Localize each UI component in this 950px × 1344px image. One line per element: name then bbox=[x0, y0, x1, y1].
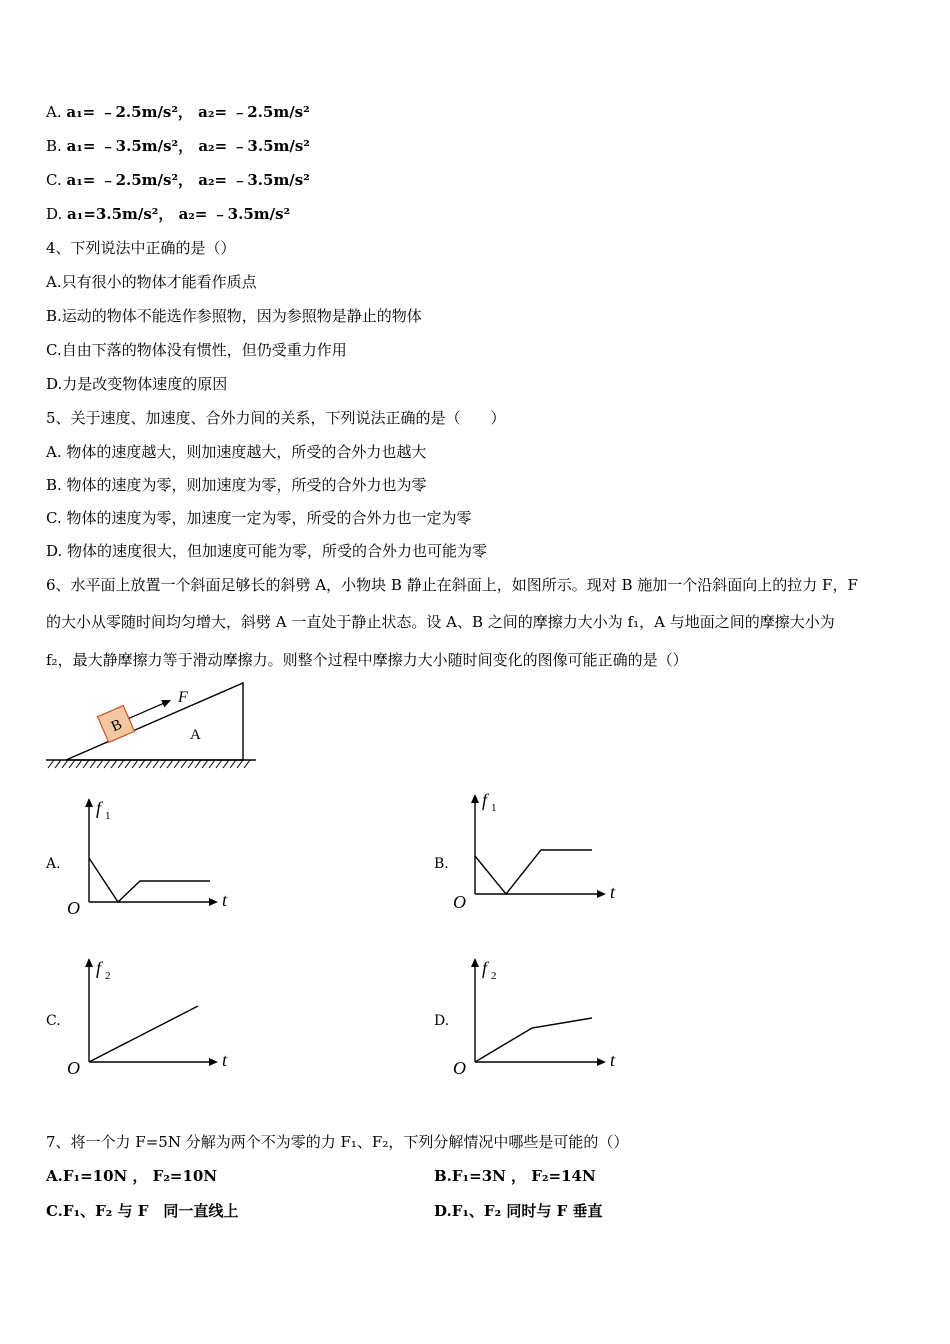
q4-option-a: A.只有很小的物体才能看作质点 bbox=[46, 273, 257, 291]
q7-option-c: C.F₁、F₂ 与 F 同一直线上 bbox=[46, 1202, 239, 1220]
graph-c-option-label: C. bbox=[46, 1013, 61, 1029]
graph-c-origin: O bbox=[67, 1058, 80, 1078]
graph-a-y-label: f bbox=[96, 798, 102, 818]
q5-option-b: B. 物体的速度为零，则加速度为零，所受的合外力也为零 bbox=[46, 476, 427, 494]
q7-option-a: A.F₁=10N ， F₂=10N bbox=[46, 1167, 218, 1185]
q7-stem: 7、将一个力 F=5N 分解为两个不为零的力 F₁、F₂，下列分解情况中哪些是可能的（） bbox=[46, 1133, 629, 1151]
graph-a-origin: O bbox=[67, 898, 80, 918]
q5-option-c: C. 物体的速度为零，加速度一定为零，所受的合外力也一定为零 bbox=[46, 509, 472, 527]
graph-c-y-label: f bbox=[96, 958, 102, 978]
graph-d-y-label: f bbox=[482, 958, 488, 978]
graph-b-y-label: f bbox=[482, 790, 488, 810]
wedge-label: A bbox=[190, 727, 201, 743]
graph-c bbox=[60, 950, 240, 1080]
graph-a-x-label: t bbox=[222, 890, 228, 910]
graph-b-curve bbox=[475, 850, 592, 894]
q4-option-d: D.力是改变物体速度的原因 bbox=[46, 375, 228, 393]
q4-stem: 4、下列说法中正确的是（） bbox=[46, 239, 236, 257]
graph-d-curve bbox=[475, 1018, 592, 1062]
force-label: F bbox=[178, 689, 188, 706]
q4-option-c: C.自由下落的物体没有惯性，但仍受重力作用 bbox=[46, 341, 347, 359]
graph-a-y-sub: 1 bbox=[105, 810, 111, 822]
q3-option-d: D. a₁=3.5m/s²， a₂= ﹣3.5m/s² bbox=[46, 205, 291, 223]
q6-stem-line-2: 的大小从零随时间均匀增大，斜劈 A 一直处于静止状态。设 A、B 之间的摩擦力大小为 f₁，A 与地面之间的摩擦大小为 bbox=[46, 613, 835, 631]
graph-d bbox=[446, 950, 626, 1080]
q3-option-b: B. a₁= ﹣3.5m/s²， a₂= ﹣3.5m/s² bbox=[46, 137, 310, 155]
block-b-label: B bbox=[109, 716, 125, 736]
graph-c-curve bbox=[89, 1006, 198, 1062]
graph-b-y-sub: 1 bbox=[491, 802, 497, 814]
graph-c-y-sub: 2 bbox=[105, 970, 111, 982]
wedge-a bbox=[66, 683, 243, 760]
graph-a bbox=[60, 790, 240, 920]
q7-option-d: D.F₁、F₂ 同时与 F 垂直 bbox=[434, 1202, 603, 1220]
graph-c-x-label: t bbox=[222, 1050, 228, 1070]
q5-option-d: D. 物体的速度很大，但加速度可能为零，所受的合外力也可能为零 bbox=[46, 542, 488, 560]
q5-option-a: A. 物体的速度越大，则加速度越大，所受的合外力也越大 bbox=[46, 443, 427, 461]
q3-option-c: C. a₁= ﹣2.5m/s²， a₂= ﹣3.5m/s² bbox=[46, 171, 310, 189]
graph-a-curve bbox=[89, 858, 210, 902]
q7-option-b: B.F₁=3N ， F₂=14N bbox=[434, 1167, 596, 1185]
graph-d-origin: O bbox=[453, 1058, 466, 1078]
graph-d-y-sub: 2 bbox=[491, 970, 497, 982]
q6-stem-line-3: f₂，最大静摩擦力等于滑动摩擦力。则整个过程中摩擦力大小随时间变化的图像可能正确的是（） bbox=[46, 651, 688, 669]
force-arrowhead bbox=[161, 696, 172, 707]
q5-stem: 5、关于速度、加速度、合外力间的关系，下列说法正确的是（ ） bbox=[46, 409, 506, 427]
graph-b bbox=[446, 786, 626, 916]
q4-option-b: B.运动的物体不能选作参照物，因为参照物是静止的物体 bbox=[46, 307, 422, 325]
graph-d-x-label: t bbox=[610, 1050, 616, 1070]
incline-figure bbox=[44, 680, 260, 772]
graph-a-option-label: A. bbox=[46, 856, 61, 872]
graph-b-origin: O bbox=[453, 892, 466, 912]
graph-b-x-label: t bbox=[610, 882, 616, 902]
graph-b-option-label: B. bbox=[434, 856, 449, 872]
q6-stem-line-1: 6、水平面上放置一个斜面足够长的斜劈 A，小物块 B 静止在斜面上，如图所示。现对 B 施加一个沿斜面向上的拉力 F，F bbox=[46, 576, 858, 594]
force-arrow bbox=[129, 702, 166, 718]
q3-option-a: A. a₁= ﹣2.5m/s²， a₂= ﹣2.5m/s² bbox=[46, 103, 310, 121]
graph-d-option-label: D. bbox=[434, 1013, 450, 1029]
